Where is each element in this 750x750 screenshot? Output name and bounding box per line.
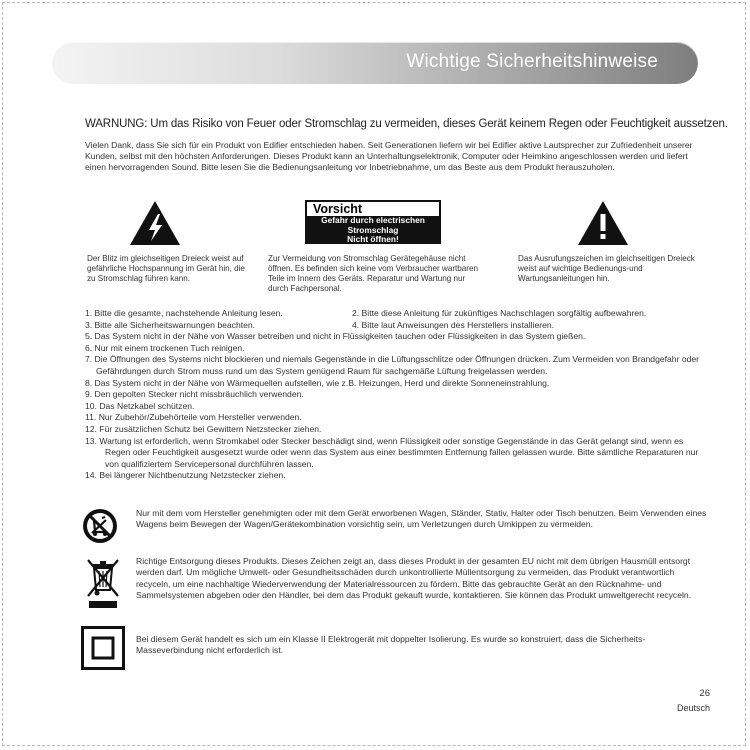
weee-notice [82, 556, 707, 614]
instruction-8: 8. Das System nicht in der Nähe von Wärmequellen aufstellen, wie z.B. Heizungen, Herd und direkte Sonneneinstrahlung. [85, 377, 550, 388]
warning-text: WARNUNG: Um das Risiko von Feuer oder Stromschlag zu vermeiden, dieses Gerät keinem Regen oder Feuchtigkeit aussetzen. [85, 118, 728, 130]
vorsicht-label [305, 200, 441, 244]
page-number: 26 [699, 688, 710, 699]
no-tipping-cart-icon [82, 508, 118, 544]
intro-section [85, 118, 728, 173]
exclamation-warning-icon [577, 200, 629, 246]
weee-notice-text: Richtige Entsorgung dieses Produkts. Dieses Zeichen zeigt an, dass dieses Produkt in der gesamten EU nicht mit dem übrigen Hausmüll entsorgt werden darf. Um mögliche Umwelt- oder Gesundheitsschäden durch unkontrollierte Müllentsorgung zu vermeiden, das Produkt verantwortlich recyceln, um eine nachhaltige Wiederverwendung der Materialressourcen zu fördern. Bitte das gebrauchte Gerät an den Rücknahme- und Sammelsystemen abgeben oder den Händler, bei dem das Produkt gekauft wurde, kontaktieren. Sie können das Produkt umweltgerecht recyceln. [136, 556, 692, 601]
instruction-4: 4. Bitte laut Anweisungen des Herstellers installieren. [352, 319, 555, 330]
double-insulation-icon [81, 626, 125, 670]
class2-notice-text: Bei diesem Gerät handelt es sich um ein Klasse II Elektrogerät mit doppelter Isolierung. Es wurde so konstruiert, dass die Sicherheits-Masseverbindung nicht erforderlich ist. [136, 634, 646, 656]
instruction-1: 1. Bitte die gesamte, nachstehende Anleitung lesen. [85, 308, 283, 318]
instruction-10: 10. Das Netzkabel schützen. [85, 400, 195, 411]
crossed-bin-icon [83, 556, 123, 612]
instruction-5: 5. Das System nicht in der Nähe von Wasser betreiben und nicht in Flüssigkeiten tauchen oder Flüssigkeiten in das System gießen. [85, 331, 586, 342]
intro-paragraph: Vielen Dank, dass Sie sich für ein Produkt von Edifier entschieden haben. Seit Generationen liefern wir bei Edifier aktive Lautsprecher zur Zufriedenheit unserer Kunden, selbst mit den höchsten Anforderungen. Dieses Produkt kann an Unterhaltungselektronik, Computer oder Heimkino angeschlossen werden und liefert einen hervorragenden Sound. Bitte lesen Sie die Bedienungsanleitung vor Inbetriebnahme, um das Beste aus dem Produkt herauszuholen. [85, 140, 693, 172]
vorsicht-description: Zur Vermeidung von Stromschlag Gerätegehäuse nicht öffnen. Es befinden sich keine vom Verbraucher wartbaren Teile im Innern des Geräts. Reparatur und Wartung nur durch Fachpersonal. [268, 254, 478, 293]
instruction-6: 6. Nur mit einem trockenen Tuch reinigen. [85, 342, 245, 353]
cart-notice-text: Nur mit dem vom Hersteller genehmigten oder mit dem Gerät erworbenen Wagen, Ständer, Stativ, Halter oder Tisch benutzen. Beim Verwenden eines Wagens beim Bewegen der Wagen/Gerätekombination vorsichtig sein, um Verletzungen durch Umkippen zu vermeiden. [136, 508, 707, 530]
vorsicht-title: Vorsicht [307, 202, 439, 216]
lightning-warning-icon [129, 200, 181, 246]
page-title: Wichtige Sicherheitshinweise [406, 51, 658, 72]
class2-notice [82, 626, 707, 670]
exclamation-description: Das Ausrufungszeichen im gleichseitigen Dreieck weist auf wichtige Bedienungs-und Wartungsanleitungen hin. [518, 254, 695, 283]
instruction-row [85, 320, 705, 332]
instruction-13: 13. Wartung ist erforderlich, wenn Stromkabel oder Stecker beschädigt sind, wenn Flüssigkeit oder sonstige Gegenstände in das Gerät gelangt sind, wenn es Regen oder Feuchtigkeit ausgesetzt wurde oder wenn das System aus einer bestimmten Entfernung fallen gelassen wurde. Bitte sämtliche Reparaturen nur von qualifiziertem Servicepersonal durchführen lassen. [85, 435, 699, 469]
header-banner [52, 42, 698, 84]
instruction-list [85, 308, 705, 482]
instruction-14: 14. Bei längerer Nichtbenutzung Netzstecker ziehen. [85, 470, 286, 481]
instruction-row [85, 308, 705, 320]
instruction-12: 12. Für zusätzlichen Schutz bei Gewittern Netzstecker ziehen. [85, 423, 322, 434]
vorsicht-line-3: Nicht öffnen! [347, 234, 399, 244]
vorsicht-line-2: Stromschlag [347, 224, 399, 235]
lightning-description: Der Blitz im gleichseitigen Dreieck weist auf gefährliche Hochspannung im Gerät hin, die zu Stromschlag führen kann. [87, 254, 245, 283]
instruction-7: 7. Die Öffnungen des Systems nicht blockieren und niemals Gegenstände in die Lüftungsschlitze oder Öffnungen drücken. Zum Vermeiden von Brandgefahr oder Gefährdungen durch Strom muss rund um das System genügend Raum für sachgemäße Lüftung freigelassen werden. [85, 354, 700, 376]
safety-symbols [85, 196, 705, 306]
vorsicht-line-1: Gefahr durch electrischen [321, 215, 425, 225]
cart-notice [82, 508, 707, 548]
instruction-11: 11. Nur Zubehör/Zubehörteile vom Hersteller verwenden. [85, 412, 302, 423]
instruction-3: 3. Bitte alle Sicherheitswarnungen beachten. [85, 319, 256, 330]
instruction-9: 9. Den gepolten Stecker nicht missbräuchlich verwenden. [85, 389, 304, 400]
page-language: Deutsch [676, 703, 710, 713]
instruction-2: 2. Bitte diese Anleitung für zukünftiges Nachschlagen sorgfältig aufbewahren. [352, 308, 647, 318]
